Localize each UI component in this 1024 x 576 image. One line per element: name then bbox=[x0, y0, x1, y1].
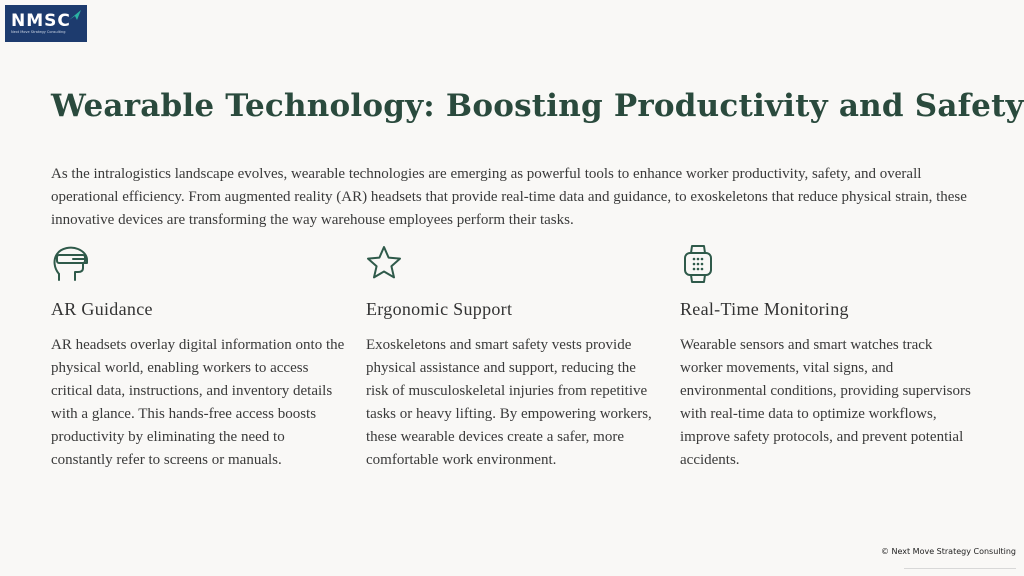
footer-divider bbox=[904, 568, 1016, 569]
logo-subtext: Next Move Strategy Consulting bbox=[11, 30, 66, 34]
feature-heading: Ergonomic Support bbox=[366, 299, 513, 319]
feature-column-ergonomic-support bbox=[366, 244, 661, 472]
page-title: Wearable Technology: Boosting Productivity and Safety bbox=[51, 88, 1024, 124]
ar-headset-icon bbox=[51, 244, 91, 284]
company-logo bbox=[5, 5, 87, 42]
feature-description: Wearable sensors and smart watches track worker movements, vital signs, and environmental conditions, providing supervisors with real-time data to optimize workflows, improve safety protocols, and prevent potential accidents. bbox=[680, 337, 971, 468]
logo-arrow-icon bbox=[68, 9, 82, 21]
feature-column-real-time-monitoring bbox=[680, 244, 975, 472]
feature-heading: AR Guidance bbox=[51, 299, 153, 319]
feature-description: AR headsets overlay digital information onto the physical world, enabling workers to access critical data, instructions, and inventory details with a glance. This hands-free access boosts productivity by eliminating the need to constantly refer to screens or manuals. bbox=[51, 337, 345, 468]
feature-description: Exoskeletons and smart safety vests provide physical assistance and support, reducing the risk of musculoskeletal injuries from repetitive tasks or heavy lifting. By empowering workers, these wearable devices create a safer, more comfortable work environment. bbox=[366, 337, 652, 468]
star-icon bbox=[366, 244, 406, 284]
feature-column-ar-guidance bbox=[51, 244, 346, 472]
copyright-footer: © Next Move Strategy Consulting bbox=[880, 547, 1016, 556]
logo-text: NMSC bbox=[11, 11, 71, 31]
smartwatch-icon bbox=[680, 244, 720, 284]
intro-paragraph: As the intralogistics landscape evolves, wearable technologies are emerging as powerful tools to enhance worker productivity, safety, and overall operational efficiency. From augmented reality (AR) headsets that provide real-time data and guidance, to exoskeletons that reduce physical strain, these innovative devices are transforming the way warehouse employees perform their tasks. bbox=[51, 166, 967, 228]
feature-heading: Real-Time Monitoring bbox=[680, 299, 849, 319]
